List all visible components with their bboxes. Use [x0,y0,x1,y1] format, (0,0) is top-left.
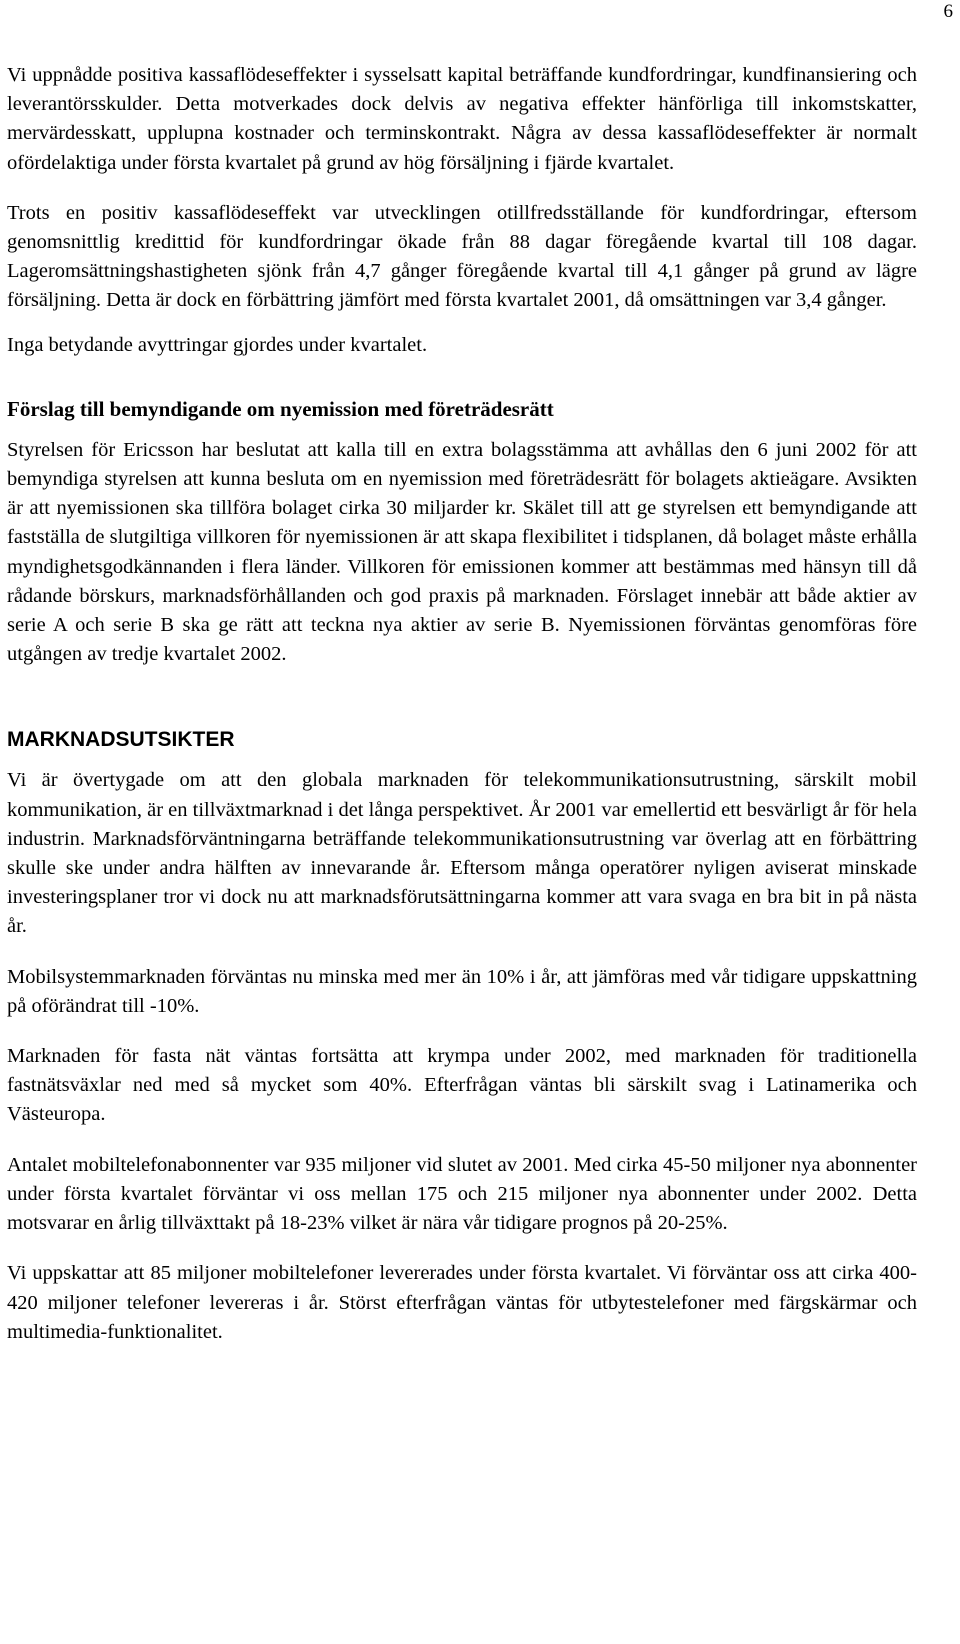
paragraph-cashflow-effects: Vi uppnådde positiva kassaflödeseffekter i sysselsatt kapital beträffande kundfordringar, kundfinansiering och leverantörsskulder. Detta motverkades dock delvis av negativa effekter hänförliga till inkomstskatter, mervärdesskatt, upplupna kostnader och terminskontrakt. Några av dessa kassaflödeseffekter är normalt ofördelaktiga under första kvartalet på grund av hög försäljning i fjärde kvartalet. [7,64,917,174]
paragraph-divestments: Inga betydande avyttringar gjordes under kvartalet. [7,333,428,356]
document-body [7,61,917,1347]
paragraph-receivables: Trots en positiv kassaflödeseffekt var utvecklingen otillfredsställande för kundfordringar, eftersom genomsnittlig kredittid för kundfordringar ökade från 88 dagar föregående kvartal till 108 dagar. Lageromsättningshastigheten sjönk från 4,7 gånger föregående kvartal till 4,1 gånger på grund av lägre försäljning. Detta är dock en förbättring jämfört med första kvartalet 2001, då omsättningen var 3,4 gånger. [7,201,917,312]
paragraph-subscribers: Antalet mobiltelefonabonnenter var 935 miljoner vid slutet av 2001. Med cirka 45-50 miljoner nya abonnenter under första kvartalet förväntar vi oss mellan 175 och 215 miljoner nya abonnenter under 2002. Detta motsvarar en årlig tillväxttakt på 18-23% vilket är nära vår tidigare prognos på 20-25%. [7,1153,917,1235]
heading-market-outlook: MARKNADSUTSIKTER [7,728,235,752]
paragraph-handsets: Vi uppskattar att 85 miljoner mobiltelefoner levererades under första kvartalet. Vi förväntar oss att cirka 400-420 miljoner telefoner levereras i år. Störst efterfrågan väntas för utbytestelefoner med färgskärmar och multimedia-funktionalitet. [7,1262,917,1343]
paragraph-mobile-systems: Mobilsystemmarknaden förväntas nu minska med mer än 10% i år, att jämföras med vår tidigare uppskattning på oförändrat till -10%. [7,965,917,1017]
paragraph-rights-issue: Styrelsen för Ericsson har beslutat att kalla till en extra bolagsstämma att avhållas den 6 juni 2002 för att bemyndiga styrelsen att kunna besluta om en nyemission med företrädesrätt för bolagets aktieägare. Avsikten är att nyemissionen ska tillföra bolaget cirka 30 miljarder kr. Skälet till att ge styrelsen ett bemyndigande att fastställa de slutgiltiga villkoren för nyemissionen är att skapa flexibilitet i tidsplanen, då bolaget måste erhålla myndighetsgodkännanden i flera länder. Villkoren för emissionen kommer att bestämmas med hänsyn till då rådande börskurs, marknadsförhållanden och god praxis på marknaden. Förslaget innebär att både aktier av serie A och serie B ska ge rätt att teckna nya aktier av serie B. Nyemissionen förväntas genomföras före utgången av tredje kvartalet 2002. [7,438,917,666]
paragraph-fixed-networks: Marknaden för fasta nät väntas fortsätta att krympa under 2002, med marknaden för traditionella fastnätsväxlar ned med så mycket som 40%. Efterfrågan väntas bli särskilt svag i Latinamerika och Västeuropa. [7,1045,917,1126]
page-number: 6 [943,1,953,22]
heading-rights-issue: Förslag till bemyndigande om nyemission med företrädesrätt [7,396,554,421]
paragraph-market-growth: Vi är övertygade om att den globala marknaden för telekommunikationsutrustning, särskilt mobil kommunikation, är en tillväxtmarknad i det långa perspektivet. År 2001 var emellertid ett besvärligt år för hela industrin. Marknadsförväntningarna beträffande telekommunikationsutrustning var överlag att en förbättring skulle ske under andra hälften av innevarande år. Eftersom många operatörer nyligen aviserat minskade investeringsplaner tror vi dock nu att marknadsförutsättningarna kommer att vara svaga en bra bit in på nästa år. [7,769,917,938]
